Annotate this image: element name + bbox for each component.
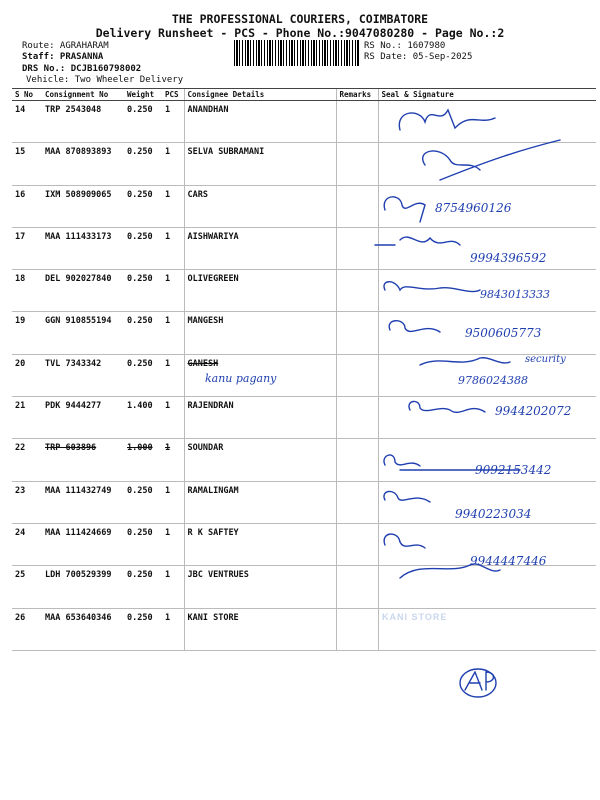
cell-pcs: 1 bbox=[162, 227, 184, 269]
cell-signature bbox=[378, 270, 596, 312]
cell-weight: 0.250 bbox=[124, 270, 162, 312]
cell-consignment: MAA 870893893 bbox=[42, 143, 124, 185]
cell-weight: 0.250 bbox=[124, 312, 162, 354]
cell-weight: 1.000 bbox=[124, 439, 162, 481]
cell-sno: 16 bbox=[12, 185, 42, 227]
col-pcs: PCS bbox=[162, 89, 184, 101]
phone-25: 9944447446 bbox=[470, 554, 547, 568]
table-row bbox=[12, 481, 596, 523]
cell-pcs: 1 bbox=[162, 185, 184, 227]
cell-sno: 14 bbox=[12, 101, 42, 143]
table-row bbox=[12, 270, 596, 312]
cell-signature bbox=[378, 101, 596, 143]
cell-remarks bbox=[336, 312, 378, 354]
cell-remarks bbox=[336, 227, 378, 269]
cell-pcs: 1 bbox=[162, 101, 184, 143]
cell-weight: 0.250 bbox=[124, 143, 162, 185]
cell-sno: 25 bbox=[12, 566, 42, 608]
table-row bbox=[12, 566, 596, 608]
cell-signature bbox=[378, 439, 596, 481]
phone-21: 9944202072 bbox=[495, 404, 572, 418]
cell-remarks bbox=[336, 481, 378, 523]
cell-remarks bbox=[336, 354, 378, 396]
cell-pcs: 1 bbox=[162, 143, 184, 185]
cell-remarks bbox=[336, 397, 378, 439]
phone-20: 9786024388 bbox=[458, 374, 528, 387]
cell-consignment: MAA 111424669 bbox=[42, 523, 124, 565]
cell-remarks bbox=[336, 185, 378, 227]
table-row bbox=[12, 227, 596, 269]
cell-remarks bbox=[336, 608, 378, 650]
cell-consignee: SOUNDAR bbox=[184, 439, 336, 481]
cell-weight: 0.250 bbox=[124, 227, 162, 269]
cell-pcs: 1 bbox=[162, 523, 184, 565]
cell-consignee: CARS bbox=[184, 185, 336, 227]
cell-consignee: RAMALINGAM bbox=[184, 481, 336, 523]
cell-consignment: MAA 111432749 bbox=[42, 481, 124, 523]
note-20-security: security bbox=[525, 354, 566, 365]
col-consignment: Consignment No bbox=[42, 89, 124, 101]
table-row bbox=[12, 523, 596, 565]
cell-sno: 17 bbox=[12, 227, 42, 269]
cell-pcs: 1 bbox=[162, 397, 184, 439]
cell-weight: 1.400 bbox=[124, 397, 162, 439]
cell-pcs: 1 bbox=[162, 481, 184, 523]
cell-weight: 0.250 bbox=[124, 566, 162, 608]
cell-consignment: GGN 910855194 bbox=[42, 312, 124, 354]
cell-consignee: KANI STORE bbox=[184, 608, 336, 650]
cell-signature bbox=[378, 143, 596, 185]
cell-pcs: 1 bbox=[162, 566, 184, 608]
col-signature: Seal & Signature bbox=[378, 89, 596, 101]
cell-sno: 26 bbox=[12, 608, 42, 650]
table-row bbox=[12, 397, 596, 439]
drs-number: DRS No.: DCJB160798002 bbox=[22, 64, 142, 74]
cell-sno: 18 bbox=[12, 270, 42, 312]
cell-remarks bbox=[336, 566, 378, 608]
cell-signature bbox=[378, 185, 596, 227]
col-remarks: Remarks bbox=[336, 89, 378, 101]
cell-sno: 20 bbox=[12, 354, 42, 396]
rs-number: RS No.: 1607980 bbox=[364, 41, 446, 51]
company-title: THE PROFESSIONAL COURIERS, COIMBATORE bbox=[171, 12, 429, 26]
runsheet-table bbox=[12, 88, 596, 651]
phone-23: 9092153442 bbox=[475, 463, 552, 477]
cell-sno: 24 bbox=[12, 523, 42, 565]
table-row bbox=[12, 439, 596, 481]
cell-remarks bbox=[336, 270, 378, 312]
cell-sno: 21 bbox=[12, 397, 42, 439]
table-row bbox=[12, 312, 596, 354]
cell-pcs: 1 bbox=[162, 354, 184, 396]
cell-weight: 0.250 bbox=[124, 101, 162, 143]
cell-consignee: GANESH bbox=[184, 354, 336, 396]
phone-17: 9994396592 bbox=[470, 251, 547, 265]
cell-signature bbox=[378, 481, 596, 523]
cell-consignee: MANGESH bbox=[184, 312, 336, 354]
staff-label: Staff: PRASANNA bbox=[22, 52, 104, 62]
note-20: kanu pagany bbox=[205, 372, 277, 385]
cell-signature bbox=[378, 312, 596, 354]
col-sno: S No bbox=[12, 89, 42, 101]
table-header bbox=[12, 89, 596, 101]
barcode bbox=[234, 40, 360, 66]
rs-date: RS Date: 05-Sep-2025 bbox=[364, 52, 473, 62]
cell-consignee: ANANDHAN bbox=[184, 101, 336, 143]
cell-sno: 19 bbox=[12, 312, 42, 354]
table-row bbox=[12, 608, 596, 650]
cell-consignee: SELVA SUBRAMANI bbox=[184, 143, 336, 185]
cell-weight: 0.250 bbox=[124, 523, 162, 565]
cell-signature bbox=[378, 523, 596, 565]
cell-consignment: TRP 2543048 bbox=[42, 101, 124, 143]
cell-consignment: IXM 508909065 bbox=[42, 185, 124, 227]
table-row bbox=[12, 185, 596, 227]
table-row bbox=[12, 143, 596, 185]
phone-19: 9500605773 bbox=[465, 326, 542, 340]
cell-signature bbox=[378, 566, 596, 608]
phone-24: 9940223034 bbox=[455, 507, 532, 521]
cell-remarks bbox=[336, 523, 378, 565]
phone-18: 9843013333 bbox=[480, 288, 550, 301]
vehicle-label: Vehicle: Two Wheeler Delivery bbox=[26, 75, 184, 85]
cell-consignee: RAJENDRAN bbox=[184, 397, 336, 439]
cell-sno: 23 bbox=[12, 481, 42, 523]
cell-sno: 22 bbox=[12, 439, 42, 481]
cell-consignment: MAA 111433173 bbox=[42, 227, 124, 269]
faded-stamp: KANI STORE bbox=[382, 612, 448, 622]
table-row bbox=[12, 101, 596, 143]
cell-weight: 0.250 bbox=[124, 354, 162, 396]
initials-ap bbox=[460, 669, 496, 697]
cell-consignment: DEL 902027840 bbox=[42, 270, 124, 312]
cell-consignee: JBC VENTRUES bbox=[184, 566, 336, 608]
cell-weight: 0.250 bbox=[124, 608, 162, 650]
cell-consignee: OLIVEGREEN bbox=[184, 270, 336, 312]
table-row bbox=[12, 354, 596, 396]
cell-weight: 0.250 bbox=[124, 481, 162, 523]
cell-signature bbox=[378, 227, 596, 269]
cell-weight: 0.250 bbox=[124, 185, 162, 227]
cell-consignment: LDH 700529399 bbox=[42, 566, 124, 608]
cell-consignment: MAA 653640346 bbox=[42, 608, 124, 650]
route-label: Route: AGRAHARAM bbox=[22, 41, 109, 51]
col-weight: Weight bbox=[124, 89, 162, 101]
cell-consignment: TVL 7343342 bbox=[42, 354, 124, 396]
cell-pcs: 1 bbox=[162, 270, 184, 312]
cell-sno: 15 bbox=[12, 143, 42, 185]
col-consignee: Consignee Details bbox=[184, 89, 336, 101]
cell-pcs: 1 bbox=[162, 312, 184, 354]
cell-remarks bbox=[336, 439, 378, 481]
cell-signature bbox=[378, 397, 596, 439]
cell-consignment: TRP 603896 bbox=[42, 439, 124, 481]
phone-16: 8754960126 bbox=[435, 201, 512, 215]
cell-signature bbox=[378, 354, 596, 396]
cell-pcs: 1 bbox=[162, 608, 184, 650]
cell-consignee: R K SAFTEY bbox=[184, 523, 336, 565]
runsheet-subtitle: Delivery Runsheet - PCS - Phone No.:9047080280 - Page No.:2 bbox=[95, 26, 505, 40]
cell-consignment: PDK 9444277 bbox=[42, 397, 124, 439]
cell-consignee: AISHWARIYA bbox=[184, 227, 336, 269]
cell-remarks bbox=[336, 101, 378, 143]
cell-pcs: 1 bbox=[162, 439, 184, 481]
cell-remarks bbox=[336, 143, 378, 185]
